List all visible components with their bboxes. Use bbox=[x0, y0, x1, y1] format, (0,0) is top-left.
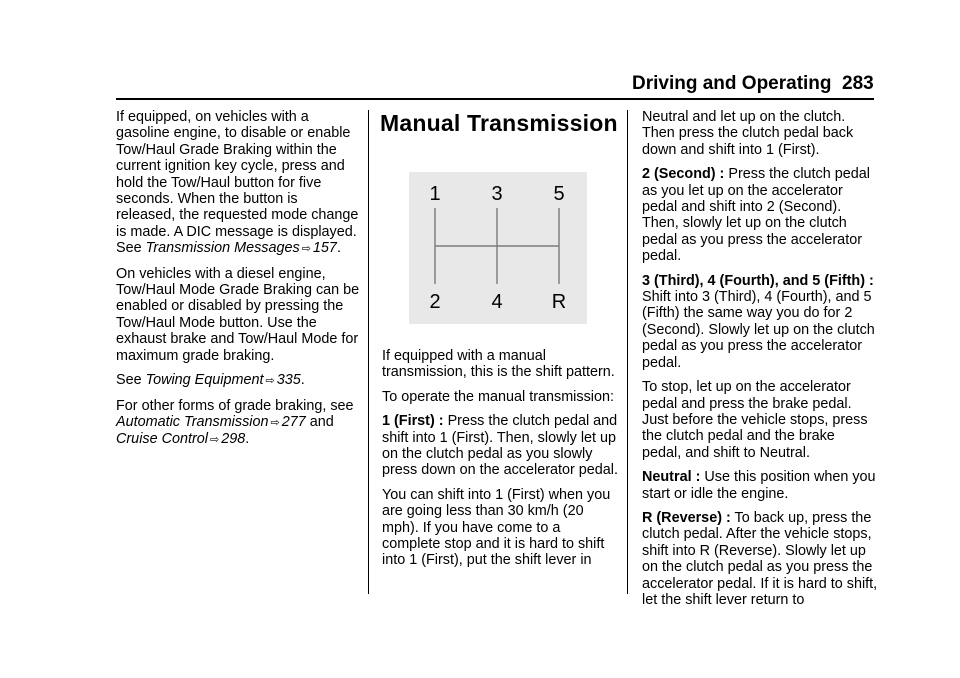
column-divider-2 bbox=[627, 110, 628, 594]
gear-label-1: 1 bbox=[429, 183, 441, 205]
paragraph-see-towing: See Towing Equipment ⇨ 335. bbox=[116, 372, 305, 389]
column-3 bbox=[642, 109, 878, 616]
paragraph-third-fourth-fifth: 3 (Third), 4 (Fourth), and 5 (Fifth) : Shift into 3 (Third), 4 (Fourth), and 5 (Fifth) the same way you do for 2 (Second). Slowly let up on the clutch pedal as you press the accelerator pedal. bbox=[642, 272, 875, 371]
page-ref-277[interactable]: 277 bbox=[281, 413, 306, 430]
page-ref-335[interactable]: 335 bbox=[276, 372, 301, 389]
term-reverse: R (Reverse) : bbox=[642, 509, 731, 526]
page-ref-arrow-icon: ⇨ bbox=[209, 434, 220, 447]
page-number: 283 bbox=[842, 73, 874, 94]
paragraph-to-stop: To stop, let up on the accelerator pedal and press the brake pedal. Just before the vehicle stops, press the clutch pedal and the brake pedal, and shift to Neutral. bbox=[642, 379, 868, 461]
gear-label-3: 3 bbox=[491, 183, 503, 205]
gear-label-r: R bbox=[551, 291, 567, 313]
paragraph-first-gear: 1 (First) : Press the clutch pedal and shift into 1 (First). Then, slowly let up on the clutch pedal as you slowly press down on the accelerator pedal. bbox=[382, 413, 618, 479]
shift-pattern-diagram bbox=[409, 172, 587, 324]
shift-pattern-figure bbox=[409, 172, 587, 324]
link-automatic-transmission[interactable]: Automatic Transmission bbox=[116, 413, 269, 430]
page-ref-157[interactable]: 157 bbox=[312, 240, 337, 257]
link-towing-equipment[interactable]: Towing Equipment bbox=[145, 372, 264, 389]
column-2 bbox=[382, 348, 622, 577]
paragraph-shift-pattern: If equipped with a manual transmission, this is the shift pattern. bbox=[382, 348, 615, 381]
section-title: Driving and Operating bbox=[632, 73, 832, 94]
page-ref-arrow-icon: ⇨ bbox=[270, 416, 280, 429]
paragraph-reverse: R (Reverse) : To back up, press the clutch pedal. After the vehicle stops, shift into R (Reverse). Slowly let up on the clutch pedal as you press the accelerator pedal. If it is hard to shift, let the shift lever return to bbox=[642, 509, 878, 608]
paragraph-neutral-continued: Neutral and let up on the clutch. Then press the clutch pedal back down and shift into 1 (First). bbox=[642, 109, 854, 158]
paragraph-second-gear: 2 (Second) : Press the clutch pedal as you let up on the accelerator pedal and shift into 2 (Second). Then, slowly let up on the clutch pedal as you press the accelerator pedal. bbox=[642, 166, 870, 265]
paragraph-neutral: Neutral : Use this position when you start or idle the engine. bbox=[642, 469, 876, 502]
gear-label-4: 4 bbox=[491, 291, 503, 313]
page-header bbox=[0, 72, 960, 96]
gear-label-5: 5 bbox=[553, 183, 565, 205]
link-cruise-control[interactable]: Cruise Control bbox=[116, 431, 208, 448]
paragraph-to-operate: To operate the manual transmission: bbox=[382, 388, 614, 405]
term-neutral: Neutral : bbox=[642, 469, 701, 486]
page-ref-arrow-icon: ⇨ bbox=[265, 375, 275, 388]
link-transmission-messages[interactable]: Transmission Messages bbox=[145, 240, 300, 257]
paragraph-other-grade-braking: For other forms of grade braking, see Automatic Transmission ⇨ 277 and Cruise Control ⇨ 298. bbox=[116, 397, 354, 448]
paragraph-grade-braking-gasoline: If equipped, on vehicles with a gasoline engine, to disable or enable Tow/Haul Grade Braking within the current ignition key cycle, press and hold the Tow/Haul button for five seconds. When the button is released, the requested mode change is made. A DIC message is displayed. See Transmission Messages ⇨ 157. bbox=[116, 109, 359, 257]
term-first: 1 (First) : bbox=[382, 413, 444, 430]
header-rule bbox=[116, 98, 874, 100]
paragraph-first-speed-note: You can shift into 1 (First) when you are going less than 30 km/h (20 mph). If you have come to a complete stop and it is hard to shift into 1 (First), put the shift lever in bbox=[382, 486, 611, 569]
column-divider-1 bbox=[368, 110, 369, 594]
term-third-fourth-fifth: 3 (Third), 4 (Fourth), and 5 (Fifth) : bbox=[642, 272, 874, 289]
paragraph-grade-braking-diesel: On vehicles with a diesel engine, Tow/Haul Mode Grade Braking can be enabled or disabled by pressing the Tow/Haul Mode button. Use the exhaust brake and Tow/Haul Mode for maximum grade braking. bbox=[116, 265, 360, 364]
term-second: 2 (Second) : bbox=[642, 166, 725, 183]
page-ref-298[interactable]: 298 bbox=[221, 431, 246, 448]
column-1 bbox=[116, 109, 360, 457]
section-heading: Manual Transmission bbox=[380, 110, 618, 136]
gear-label-2: 2 bbox=[429, 291, 441, 313]
page-ref-arrow-icon: ⇨ bbox=[301, 243, 311, 256]
